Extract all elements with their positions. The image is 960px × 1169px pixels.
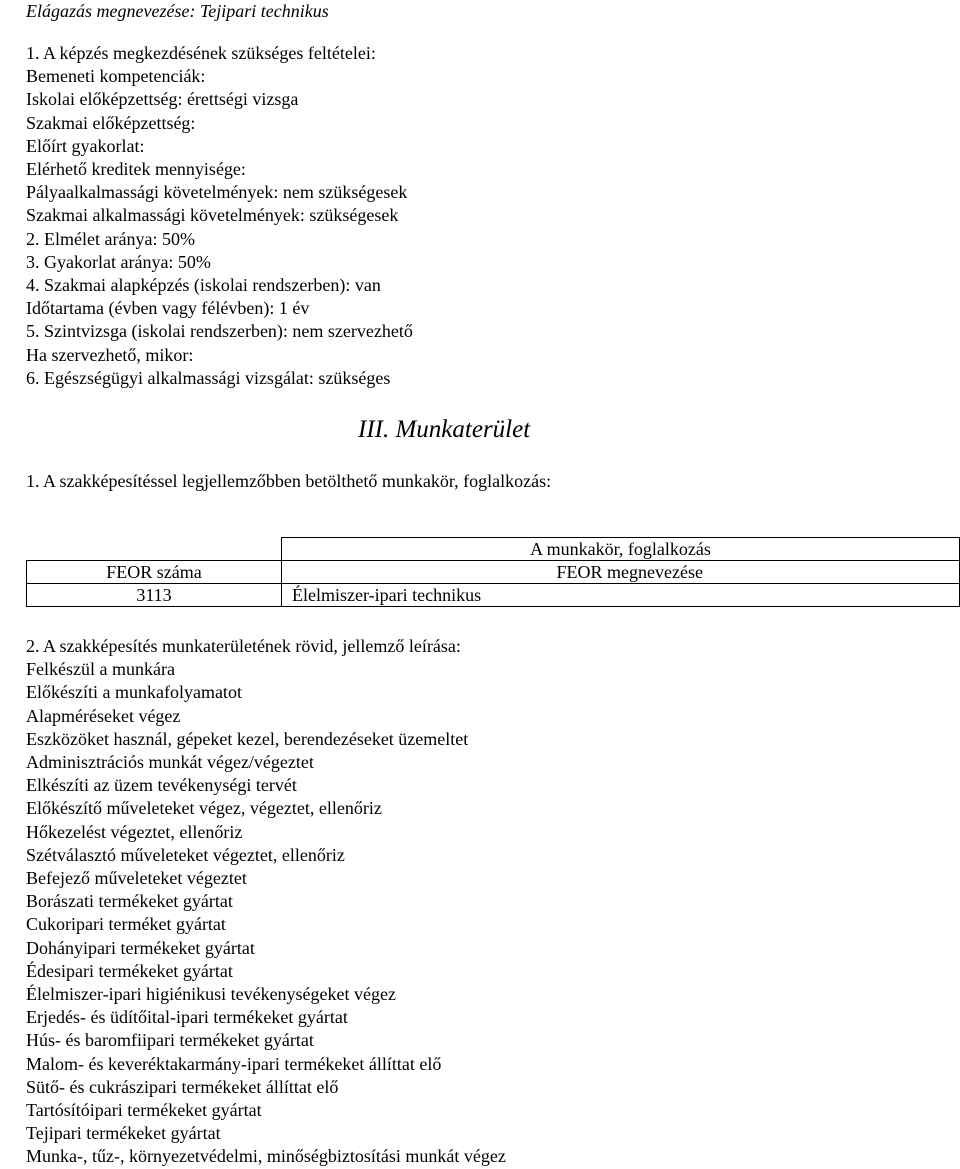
description-lead: 2. A szakképesítés munkaterületének rövid, jellemző leírása: — [26, 636, 461, 656]
table-header-row — [27, 561, 960, 584]
section-lead: 1. A szakképesítéssel legjellemzőbben betölthető munkakör, foglalkozás: — [26, 471, 552, 491]
requirement-line: Ha szervezhető, mikor: — [26, 344, 194, 365]
requirement-line: Elérhető kreditek mennyisége: — [26, 159, 246, 180]
requirement-line: Szakmai előképzettség: — [26, 112, 196, 133]
list-item: Dohányipari termékeket gyártat — [26, 937, 255, 958]
requirement-line: 1. A képzés megkezdésének szükséges feltételei: — [26, 43, 376, 63]
requirement-line: Pályaalkalmassági követelmények: nem szükségesek — [26, 182, 408, 203]
list-item: Szétválasztó műveleteket végeztet, ellenőriz — [26, 844, 345, 865]
requirement-line: 5. Szintvizsga (iskolai rendszerben): nem szervezhető — [26, 321, 413, 342]
table-cell-feor-name: Élelmiszer-ipari technikus — [282, 584, 960, 607]
requirement-line: 2. Elmélet aránya: 50% — [26, 228, 195, 249]
list-item: Édesipari termékeket gyártat — [26, 960, 233, 981]
list-item: Adminisztrációs munkát végez/végeztet — [26, 752, 314, 773]
table-row — [27, 584, 960, 607]
table-group-header: A munkakör, foglalkozás — [282, 538, 960, 561]
list-item: Alapméréseket végez — [26, 705, 181, 726]
feor-table — [26, 537, 960, 607]
requirement-line: 6. Egészségügyi alkalmassági vizsgálat: szükséges — [26, 367, 391, 388]
requirement-line: 4. Szakmai alapképzés (iskolai rendszerben): van — [26, 275, 381, 296]
list-item: Előkészítő műveleteket végez, végeztet, ellenőriz — [26, 798, 382, 819]
list-item: Befejező műveleteket végeztet — [26, 868, 247, 889]
list-item: Borászati termékeket gyártat — [26, 891, 233, 912]
list-item: Malom- és keveréktakarmány-ipari termékeket állíttat elő — [26, 1053, 442, 1074]
requirements-list — [26, 42, 413, 390]
list-item: Cukoripari terméket gyártat — [26, 914, 226, 935]
requirement-line: Iskolai előképzettség: érettségi vizsga — [26, 89, 299, 110]
requirement-line: Időtartama (évben vagy félévben): 1 év — [26, 298, 310, 319]
table-cell-feor-code: 3113 — [27, 584, 282, 607]
requirement-line: Előírt gyakorlat: — [26, 135, 145, 156]
list-item: Munka-, tűz-, környezetvédelmi, minőségbiztosítási munkát végez — [26, 1146, 506, 1167]
table-group-header-row — [27, 538, 960, 561]
list-item: Tejipari termékeket gyártat — [26, 1123, 221, 1144]
list-item: Tartósítóipari termékeket gyártat — [26, 1100, 262, 1121]
requirement-line: Szakmai alkalmassági követelmények: szükségesek — [26, 205, 399, 226]
requirement-line: 3. Gyakorlat aránya: 50% — [26, 251, 211, 272]
list-item: Eszközöket használ, gépeket kezel, berendezéseket üzemeltet — [26, 728, 469, 749]
list-item: Felkészül a munkára — [26, 659, 175, 680]
list-item: Elkészíti az üzem tevékenységi tervét — [26, 775, 297, 796]
description-block — [26, 635, 506, 1169]
requirement-line: Bemeneti kompetenciák: — [26, 66, 206, 87]
list-item: Erjedés- és üdítőital-ipari termékeket gyártat — [26, 1007, 348, 1028]
branch-name: Elágazás megnevezése: Tejipari technikus — [26, 1, 329, 21]
list-item: Élelmiszer-ipari higiénikusi tevékenységeket végez — [26, 984, 396, 1005]
list-item: Hőkezelést végeztet, ellenőriz — [26, 821, 243, 842]
table-header-feor-code: FEOR száma — [27, 561, 282, 584]
section-title: III. Munkaterület — [358, 416, 531, 443]
list-item: Sütő- és cukrászipari termékeket állíttat elő — [26, 1076, 339, 1097]
list-item: Előkészíti a munkafolyamatot — [26, 682, 242, 703]
table-header-feor-name: FEOR megnevezése — [282, 561, 960, 584]
list-item: Hús- és baromfiipari termékeket gyártat — [26, 1030, 314, 1051]
